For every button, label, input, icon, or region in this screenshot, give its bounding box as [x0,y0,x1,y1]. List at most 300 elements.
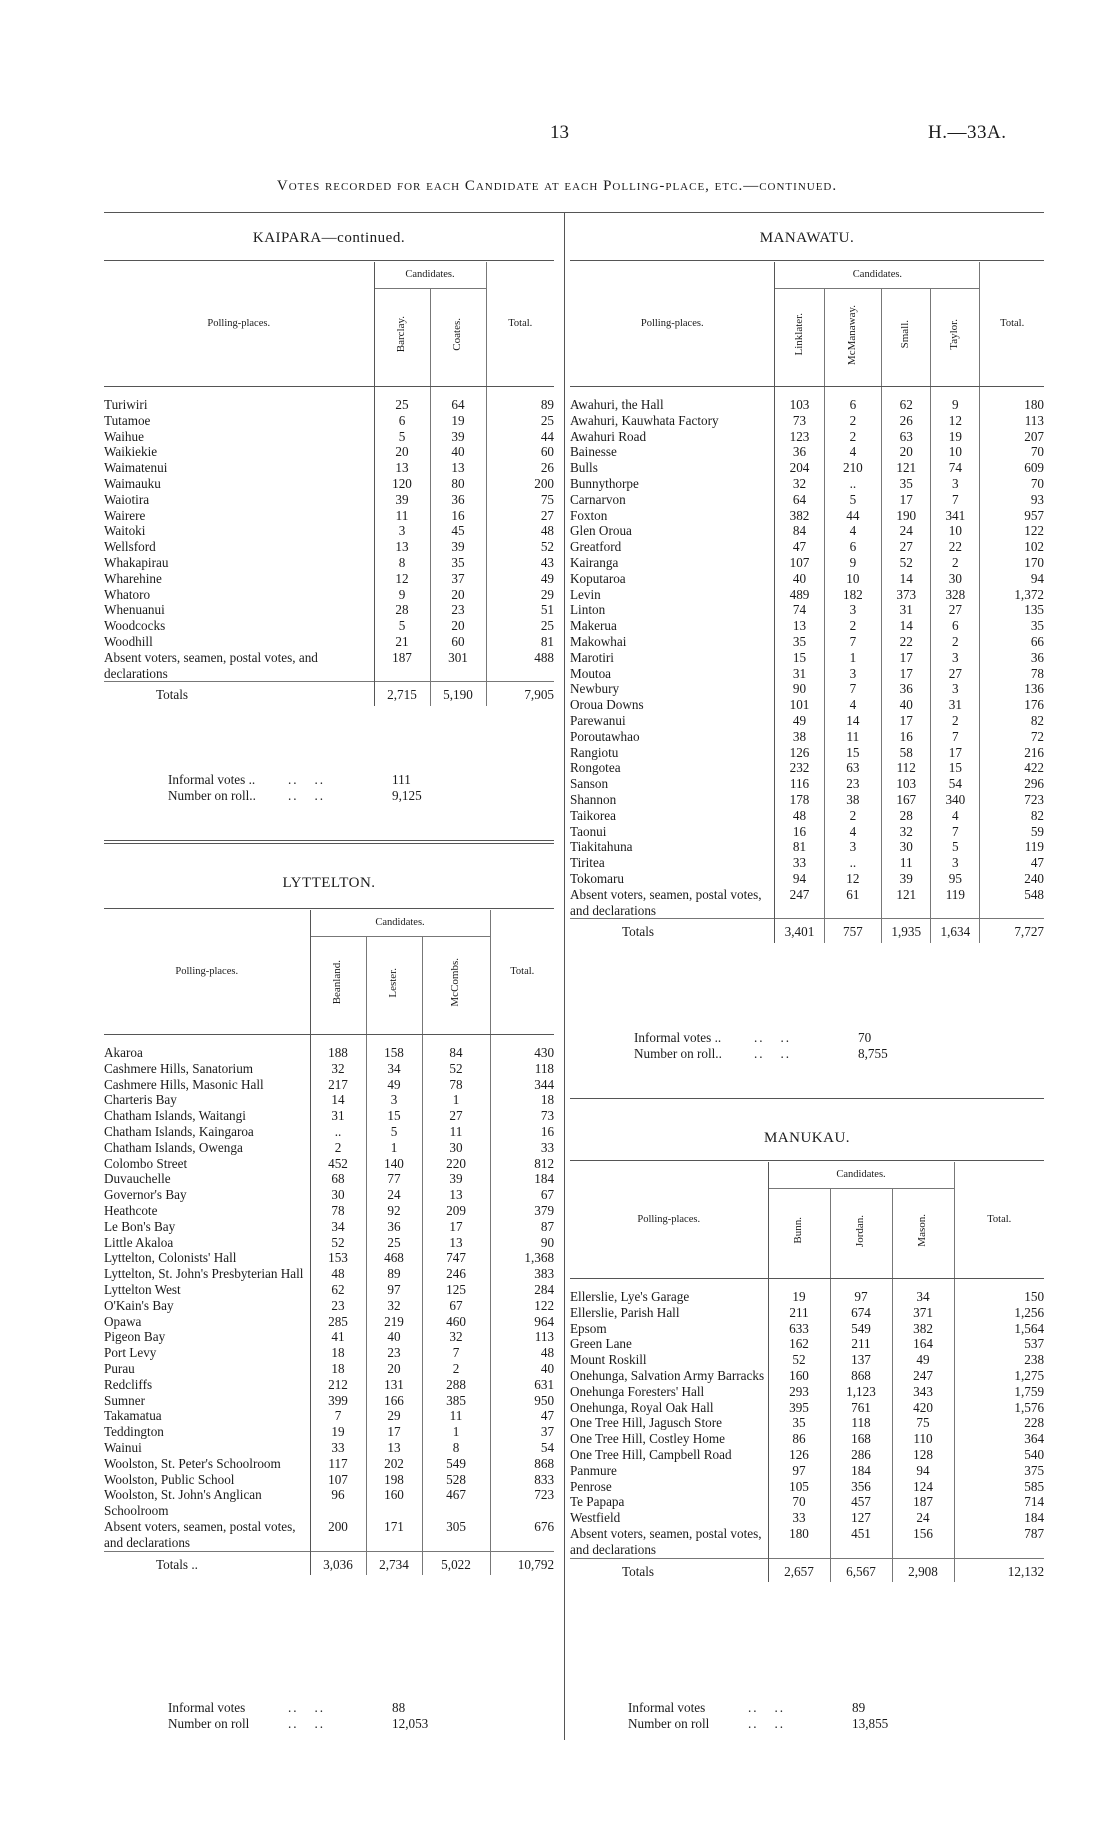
polling-place-name: Absent voters, seamen, postal votes, and declarations [104,650,374,682]
polling-place-name: Foxton [570,508,775,524]
informal-votes-label: Informal votes [168,1700,246,1715]
polling-place-name: Port Levy [104,1345,310,1361]
polling-place-name: Takamatua [104,1408,310,1424]
vote-count: 97 [366,1282,422,1298]
polling-place-name: Green Lane [570,1336,768,1352]
table-row [570,618,1044,634]
polling-place-name: Onehunga, Salvation Army Barracks [570,1368,768,1384]
vote-count: 188 [310,1035,366,1061]
polling-place-name: Lyttelton West [104,1282,310,1298]
table-row [570,729,1044,745]
table-row [104,1345,554,1361]
informal-votes-label: Informal votes .. [168,772,256,787]
vote-count: 9 [374,587,430,603]
total-header: Total. [486,262,554,387]
vote-count: 200 [310,1519,366,1551]
leader-dots: .. .. [288,1700,326,1715]
row-total: 35 [1030,618,1044,634]
table-row [104,1235,554,1251]
vote-count: 119 [931,887,980,919]
vote-count: 52 [422,1061,490,1077]
vote-count: 39 [422,1171,490,1187]
vote-count: 25 [374,387,430,413]
vote-count: 32 [366,1298,422,1314]
vote-count: 27 [931,602,980,618]
polling-place-name: Tutamoe [104,413,374,429]
vote-count: 23 [310,1298,366,1314]
vote-count: 3 [824,666,882,682]
table-row [570,634,1044,650]
table-row [104,1472,554,1488]
table-row [570,1384,1044,1400]
vote-count: 77 [366,1171,422,1187]
polling-place-name: Kairanga [570,555,775,571]
candidate-name: Taylor. [948,319,961,350]
vote-count: 633 [768,1321,830,1337]
vote-count: 48 [775,808,824,824]
leader-dots: .. .. [288,1715,326,1731]
vote-count: 11 [374,508,430,524]
kaipara-title-rule [104,260,554,261]
row-total: 33 [540,1139,555,1155]
vote-count: 17 [882,713,931,729]
vote-count: 81 [775,839,824,855]
vote-count: 4 [931,808,980,824]
table-row [104,1424,554,1440]
vote-count: 5 [824,492,882,508]
vote-count: 171 [366,1519,422,1551]
vote-count: 63 [882,429,931,445]
polling-place-name: Absent voters, seamen, postal votes, and declarations [570,1526,768,1558]
polling-place-name: Chatham Islands, Waitangi [104,1108,310,1124]
vote-count: 78 [422,1077,490,1093]
polling-place-name: Wellsford [104,539,374,555]
row-total: 54 [540,1439,555,1455]
table-row [104,1393,554,1409]
kaipara-title-text: KAIPARA—continued. [252,230,406,246]
vote-count: 158 [366,1035,422,1061]
kaipara-end-rule-2 [104,843,554,844]
vote-count: 468 [366,1250,422,1266]
vote-count: 118 [830,1415,892,1431]
vote-count: 19 [310,1424,366,1440]
vote-count: 74 [931,460,980,476]
table-row [104,1171,554,1187]
table-row [570,650,1044,666]
row-total: 714 [1024,1494,1045,1510]
table-row [570,476,1044,492]
vote-count: 180 [768,1526,830,1558]
table-row [570,666,1044,682]
vote-count: 34 [892,1279,954,1305]
roll-label: Number on roll.. [168,787,256,803]
polling-place-name: Little Akaloa [104,1235,310,1251]
vote-count: 16 [775,824,824,840]
vote-count: 15 [931,760,980,776]
totals-vote-count: 2,734 [366,1551,422,1575]
vote-count: 210 [824,460,882,476]
candidates-header: Candidates. [374,262,486,289]
row-total: 60 [540,444,554,460]
lyttelton-title-text: LYTTELTON. [282,875,376,891]
vote-count: 164 [892,1336,954,1352]
row-total: 47 [540,1408,555,1424]
vote-count: 64 [430,387,486,413]
table-row [570,1321,1044,1337]
grand-total: 10,792 [490,1551,554,1575]
manukau-title [570,1130,1044,1147]
vote-count: 107 [310,1472,366,1488]
totals-row [104,682,554,706]
vote-count: 3 [374,523,430,539]
header-rule [104,212,1044,213]
vote-count: 20 [430,587,486,603]
vote-count: 32 [422,1329,490,1345]
vote-count: 8 [422,1440,490,1456]
vote-count: 17 [422,1219,490,1235]
row-total: 723 [1024,791,1044,807]
vote-count: 156 [892,1526,954,1558]
vote-count: 31 [310,1108,366,1124]
row-total: 207 [1024,428,1044,444]
vote-count: 2 [824,413,882,429]
vote-count: 5 [374,618,430,634]
polling-place-name: Awahuri, the Hall [570,387,775,413]
vote-count: 47 [775,539,824,555]
vote-count: 128 [892,1447,954,1463]
vote-count: 341 [931,508,980,524]
table-row [570,1368,1044,1384]
polling-place-name: Duvauchelle [104,1171,310,1187]
vote-count: 25 [366,1235,422,1251]
table-row [570,1305,1044,1321]
table-row [104,1250,554,1266]
lyttelton-title-rule [104,908,554,909]
vote-count: 35 [768,1415,830,1431]
totals-vote-count: 5,022 [422,1551,490,1575]
candidate-name: Lester. [387,967,400,998]
table-row [104,1487,554,1519]
vote-count: 101 [775,697,824,713]
vote-count: 2 [824,429,882,445]
vote-count: 4 [824,523,882,539]
vote-count: 37 [430,571,486,587]
vote-count: 6 [374,413,430,429]
vote-count: 11 [882,855,931,871]
vote-count: 40 [775,571,824,587]
roll-label: Number on roll [628,1715,710,1731]
row-total: 70 [1030,444,1044,460]
vote-count: 12 [931,413,980,429]
vote-count: 84 [422,1035,490,1061]
vote-count: 124 [892,1479,954,1495]
row-total: 94 [1030,570,1044,586]
vote-count: 168 [830,1431,892,1447]
vote-count: 45 [430,523,486,539]
table-row [104,1035,554,1061]
vote-count: 30 [422,1140,490,1156]
polling-place-name: Linton [570,602,775,618]
polling-place-name: Lyttelton, St. John's Presbyterian Hall [104,1266,310,1282]
vote-count: 112 [882,760,931,776]
table-row [570,523,1044,539]
vote-count: 107 [775,555,824,571]
totals-vote-count: 2,657 [768,1558,830,1582]
vote-count: 451 [830,1526,892,1558]
row-total: 1,576 [1014,1399,1045,1415]
vote-count: 17 [882,492,931,508]
vote-count: 13 [374,460,430,476]
vote-count: 219 [366,1314,422,1330]
manukau-title-text: MANUKAU. [763,1130,851,1146]
table-row [104,1456,554,1472]
totals-vote-count: 2,715 [374,682,430,706]
polling-place-name: Tokomaru [570,871,775,887]
vote-count: 160 [366,1487,422,1519]
table-row [104,1361,554,1377]
vote-count: 23 [366,1345,422,1361]
vote-count: 21 [374,634,430,650]
table-row [570,444,1044,460]
manawatu-end-rule [570,1098,1044,1099]
totals-vote-count: 3,401 [775,919,824,943]
table-row [104,413,554,429]
kaipara-end-rule [104,840,554,841]
vote-count: 2 [824,618,882,634]
vote-count: 126 [775,745,824,761]
informal-votes-value: 89 [852,1700,866,1715]
vote-count: 52 [768,1352,830,1368]
polling-place-name: Governor's Bay [104,1187,310,1203]
vote-count: 247 [775,887,824,919]
row-total: 25 [540,618,554,634]
row-total: 868 [534,1455,555,1471]
table-row [570,587,1044,603]
vote-count: 38 [775,729,824,745]
vote-count: 123 [775,429,824,445]
polling-place-name: Onehunga Foresters' Hall [570,1384,768,1400]
polling-place-name: Sumner [104,1393,310,1409]
vote-count: 39 [430,539,486,555]
polling-place-name: Waiotira [104,492,374,508]
vote-count: 340 [931,792,980,808]
row-total: 833 [534,1471,555,1487]
roll-value: 8,755 [858,1045,888,1061]
vote-count: 16 [430,508,486,524]
polling-place-name: Mount Roskill [570,1352,768,1368]
candidate-name: Small. [899,320,912,349]
vote-count: 20 [374,444,430,460]
leader-dots: .. .. [288,772,326,787]
row-total: 1,256 [1014,1304,1045,1320]
polling-place-name: Heathcote [104,1203,310,1219]
roll-value: 12,053 [392,1715,429,1731]
polling-place-name: Tiritea [570,855,775,871]
vote-count: 4 [824,444,882,460]
grand-total: 7,727 [980,919,1044,943]
total-header: Total. [490,910,554,1035]
vote-count: 41 [310,1329,366,1345]
polling-place-name: Chatham Islands, Owenga [104,1140,310,1156]
polling-place-name: Waikiekie [104,444,374,460]
row-total: 49 [540,570,554,586]
vote-count: 18 [310,1345,366,1361]
vote-count: 187 [374,650,430,682]
vote-count: 40 [366,1329,422,1345]
polling-place-name: Penrose [570,1479,768,1495]
vote-count: 33 [310,1440,366,1456]
vote-count: 127 [830,1510,892,1526]
vote-count: 11 [824,729,882,745]
candidate-name: Beanland. [331,960,344,1005]
polling-place-name: Ellerslie, Lye's Garage [570,1279,768,1305]
row-total: 548 [1024,886,1044,902]
vote-count: 153 [310,1250,366,1266]
vote-count: 528 [422,1472,490,1488]
polling-place-name: Taonui [570,824,775,840]
vote-count: 23 [430,602,486,618]
polling-place-name: Moutoa [570,666,775,682]
polling-place-name: Koputaroa [570,571,775,587]
polling-place-name: Purau [104,1361,310,1377]
vote-count: 467 [422,1487,490,1519]
polling-place-name: Marotiri [570,650,775,666]
vote-count: 103 [882,776,931,792]
vote-count: 86 [768,1431,830,1447]
row-total: 90 [540,1234,555,1250]
totals-row [570,919,1044,943]
polling-place-name: Bunnythorpe [570,476,775,492]
row-total: 1,759 [1014,1383,1045,1399]
vote-count: 94 [775,871,824,887]
vote-count: 36 [882,681,931,697]
polling-place-name: Turiwiri [104,387,374,413]
row-total: 488 [534,649,554,665]
vote-count: 97 [830,1279,892,1305]
table-row [104,1298,554,1314]
vote-count: 20 [882,444,931,460]
vote-count: 110 [892,1431,954,1447]
vote-count: 48 [310,1266,366,1282]
table-row [570,492,1044,508]
candidates-header: Candidates. [310,910,490,937]
vote-count: 14 [882,571,931,587]
vote-count: 420 [892,1400,954,1416]
vote-count: 2 [310,1140,366,1156]
roll-label: Number on roll.. [634,1045,722,1061]
vote-count: 14 [310,1092,366,1108]
candidate-name: Linklater. [792,313,805,356]
table-row [104,1329,554,1345]
vote-count: 5 [931,839,980,855]
polling-place-name: Absent voters, seamen, postal votes, and declarations [104,1519,310,1551]
vote-count: 15 [775,650,824,666]
vote-count: 343 [892,1384,954,1400]
vote-count: 40 [430,444,486,460]
table-row [570,871,1044,887]
polling-place-name: Lyttelton, Colonists' Hall [104,1250,310,1266]
row-total: 723 [534,1487,555,1503]
vote-count: 3 [931,855,980,871]
vote-count: .. [310,1124,366,1140]
page-subtitle: Votes recorded for each Candidate at each Polling-place, etc.—continued. [276,178,838,194]
table-row [570,745,1044,761]
vote-count: 61 [824,887,882,919]
polling-place-name: Rongotea [570,760,775,776]
table-row [570,1352,1044,1368]
table-row [104,1519,554,1551]
vote-count: 121 [882,460,931,476]
table-row [104,444,554,460]
row-total: 540 [1024,1446,1045,1462]
vote-count: 13 [374,539,430,555]
table-row [104,387,554,413]
vote-count: 7 [310,1408,366,1424]
vote-count: 27 [931,666,980,682]
row-total: 364 [1024,1431,1045,1447]
vote-count: 36 [430,492,486,508]
row-total: 1,564 [1014,1320,1045,1336]
vote-count: 3 [366,1092,422,1108]
polling-place-name: Panmure [570,1463,768,1479]
polling-place-name: Teddington [104,1424,310,1440]
row-total: 52 [540,539,554,555]
polling-place-name: Makowhai [570,634,775,650]
vote-count: 7 [824,634,882,650]
vote-count: 489 [775,587,824,603]
polling-place-name: Awahuri, Kauwhata Factory [570,413,775,429]
polling-place-name: Wharehine [104,571,374,587]
vote-count: 305 [422,1519,490,1551]
vote-count: 105 [768,1479,830,1495]
vote-count: 395 [768,1400,830,1416]
vote-count: 36 [775,444,824,460]
row-total: 75 [540,491,554,507]
vote-count: 3 [824,839,882,855]
row-total: 87 [540,1218,555,1234]
table-row [570,539,1044,555]
vote-count: 27 [882,539,931,555]
row-total: 1,372 [1014,586,1044,602]
vote-count: 30 [882,839,931,855]
row-total: 964 [534,1313,555,1329]
table-row [570,429,1044,445]
leader-dots: .. .. [748,1700,786,1715]
table-row [570,1479,1044,1495]
vote-count: 6 [824,387,882,413]
vote-count: 220 [422,1156,490,1172]
polling-places-header: Polling-places. [570,262,775,387]
table-row [104,1077,554,1093]
manawatu-title-text: MANAWATU. [759,230,855,246]
vote-count: 26 [882,413,931,429]
vote-count: 52 [882,555,931,571]
vote-count: 549 [422,1456,490,1472]
vote-count: 457 [830,1494,892,1510]
row-total: 184 [534,1171,555,1187]
polling-place-name: Bainesse [570,444,775,460]
vote-count: 204 [775,460,824,476]
vote-count: 120 [374,476,430,492]
vote-count: 19 [768,1279,830,1305]
vote-count: 32 [310,1061,366,1077]
row-total: 375 [1024,1462,1045,1478]
polling-place-name: Bulls [570,460,775,476]
table-row [570,855,1044,871]
vote-count: 9 [931,387,980,413]
row-total: 787 [1024,1525,1045,1541]
row-total: 82 [1030,712,1044,728]
